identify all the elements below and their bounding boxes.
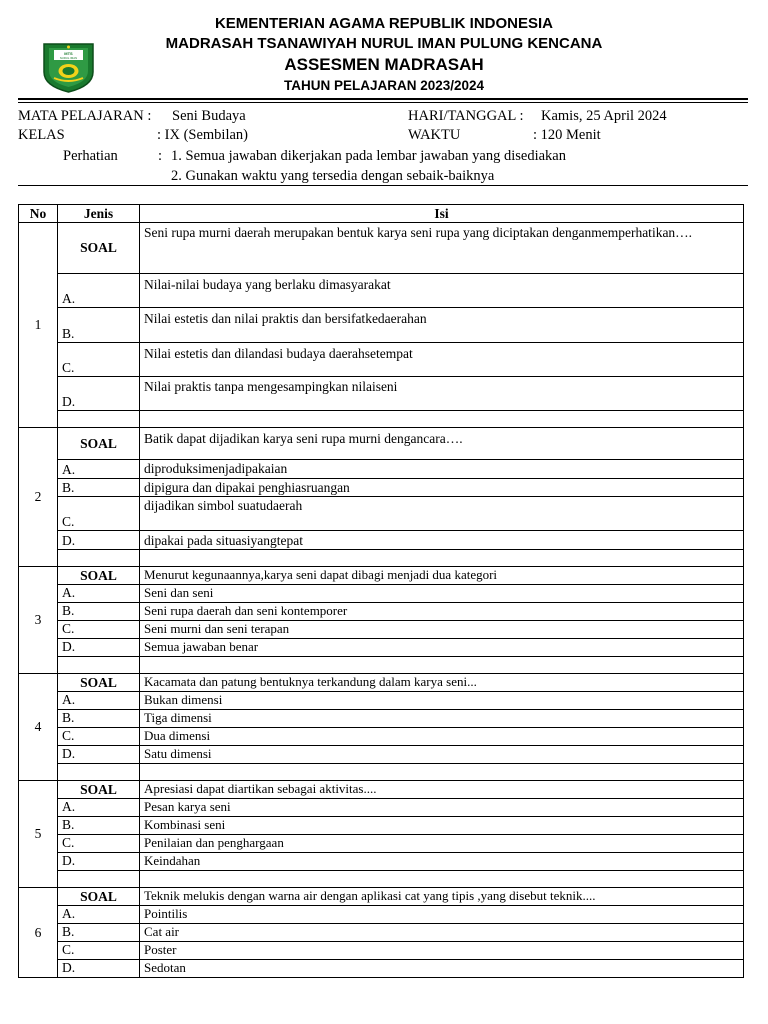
time-value: : 120 Menit bbox=[533, 127, 601, 143]
option-letter-d: D. bbox=[58, 531, 140, 550]
option-row bbox=[19, 274, 744, 308]
option-row bbox=[19, 460, 744, 479]
option-letter-a: A. bbox=[58, 906, 140, 924]
option-text: Pesan karya seni bbox=[140, 799, 744, 817]
option-letter-c: C. bbox=[58, 942, 140, 960]
question-number: 2 bbox=[19, 428, 58, 567]
question-number: 6 bbox=[19, 888, 58, 978]
option-letter-a: A. bbox=[58, 799, 140, 817]
option-text: Cat air bbox=[140, 924, 744, 942]
question-row bbox=[19, 674, 744, 692]
subject-value: Seni Budaya bbox=[172, 108, 246, 124]
soal-label: SOAL bbox=[58, 888, 140, 906]
academic-year: TAHUN PELAJARAN 2023/2024 bbox=[283, 78, 485, 93]
option-text: Satu dimensi bbox=[140, 746, 744, 764]
question-number: 1 bbox=[19, 223, 58, 428]
soal-label: SOAL bbox=[58, 781, 140, 799]
option-text: dipakai pada situasiyangtepat bbox=[140, 531, 744, 550]
option-text: dipigura dan dipakai penghiasruangan bbox=[140, 479, 744, 497]
option-text: Poster bbox=[140, 942, 744, 960]
question-text: Teknik melukis dengan warna air dengan aplikasi cat yang tipis ,yang disebut teknik.... bbox=[140, 888, 744, 906]
option-text: Nilai praktis tanpa mengesampingkan nilaiseni bbox=[140, 377, 744, 411]
header-jenis: Jenis bbox=[58, 205, 140, 223]
question-number: 5 bbox=[19, 781, 58, 888]
option-row bbox=[19, 692, 744, 710]
option-row bbox=[19, 585, 744, 603]
option-letter-c: C. bbox=[58, 497, 140, 531]
option-text: dijadikan simbol suatudaerah bbox=[140, 497, 744, 531]
question-number: 3 bbox=[19, 567, 58, 674]
header-no: No bbox=[19, 205, 58, 223]
option-text: Kombinasi seni bbox=[140, 817, 744, 835]
option-row bbox=[19, 835, 744, 853]
soal-label: SOAL bbox=[58, 567, 140, 585]
school-name: MADRASAH TSANAWIYAH NURUL IMAN PULUNG KENCANA bbox=[165, 35, 603, 52]
header-divider-thick bbox=[18, 98, 748, 100]
option-letter-b: B. bbox=[58, 479, 140, 497]
document-header bbox=[0, 0, 768, 102]
option-letter-d: D. bbox=[58, 377, 140, 411]
option-row bbox=[19, 479, 744, 497]
header-isi: Isi bbox=[140, 205, 744, 223]
option-text: Keindahan bbox=[140, 853, 744, 871]
notice-label: Perhatian bbox=[63, 148, 118, 164]
subject-label: MATA PELAJARAN : bbox=[18, 108, 152, 124]
spacer-row bbox=[19, 657, 744, 674]
header-divider-thin bbox=[18, 102, 748, 103]
option-text: Seni murni dan seni terapan bbox=[140, 621, 744, 639]
option-letter-b: B. bbox=[58, 308, 140, 343]
table-header-row bbox=[19, 205, 744, 223]
notice-item-1: 1. Semua jawaban dikerjakan pada lembar jawaban yang disediakan bbox=[171, 148, 566, 164]
logo-text-2: NURUL IMAN bbox=[59, 56, 78, 60]
option-row bbox=[19, 710, 744, 728]
soal-label: SOAL bbox=[58, 223, 140, 274]
option-row bbox=[19, 621, 744, 639]
option-row bbox=[19, 942, 744, 960]
question-row bbox=[19, 888, 744, 906]
option-text: Seni rupa daerah dan seni kontemporer bbox=[140, 603, 744, 621]
question-number: 4 bbox=[19, 674, 58, 781]
option-letter-a: A. bbox=[58, 460, 140, 479]
option-row bbox=[19, 960, 744, 978]
question-table bbox=[18, 204, 744, 978]
option-text: Nilai estetis dan dilandasi budaya daerahsetempat bbox=[140, 343, 744, 377]
question-row bbox=[19, 567, 744, 585]
option-letter-d: D. bbox=[58, 960, 140, 978]
option-letter-d: D. bbox=[58, 746, 140, 764]
option-letter-b: B. bbox=[58, 710, 140, 728]
option-row bbox=[19, 639, 744, 657]
option-row bbox=[19, 377, 744, 411]
option-text: Semua jawaban benar bbox=[140, 639, 744, 657]
option-row bbox=[19, 497, 744, 531]
date-label: HARI/TANGGAL : bbox=[408, 108, 524, 124]
option-text: Dua dimensi bbox=[140, 728, 744, 746]
question-text: Menurut kegunaannya,karya seni dapat dibagi menjadi dua kategori bbox=[140, 567, 744, 585]
option-letter-a: A. bbox=[58, 274, 140, 308]
option-letter-b: B. bbox=[58, 924, 140, 942]
option-letter-c: C. bbox=[58, 835, 140, 853]
option-letter-c: C. bbox=[58, 728, 140, 746]
class-value: : IX (Sembilan) bbox=[157, 127, 249, 143]
ministry-title: KEMENTERIAN AGAMA REPUBLIK INDONESIA bbox=[214, 15, 554, 32]
soal-label: SOAL bbox=[58, 428, 140, 460]
meta-divider bbox=[18, 185, 748, 186]
question-row bbox=[19, 223, 744, 274]
option-text: Pointilis bbox=[140, 906, 744, 924]
spacer-row bbox=[19, 871, 744, 888]
option-row bbox=[19, 817, 744, 835]
option-text: Seni dan seni bbox=[140, 585, 744, 603]
notice-colon: : bbox=[158, 148, 163, 164]
option-row bbox=[19, 799, 744, 817]
option-letter-d: D. bbox=[58, 639, 140, 657]
time-label: WAKTU bbox=[408, 127, 461, 143]
question-text: Seni rupa murni daerah merupakan bentuk karya seni rupa yang diciptakan denganmemperhatikan…. bbox=[140, 223, 744, 274]
option-letter-d: D. bbox=[58, 853, 140, 871]
option-letter-c: C. bbox=[58, 621, 140, 639]
question-text: Apresiasi dapat diartikan sebagai aktivitas.... bbox=[140, 781, 744, 799]
question-text: Kacamata dan patung bentuknya terkandung dalam karya seni... bbox=[140, 674, 744, 692]
question-row bbox=[19, 428, 744, 460]
option-row bbox=[19, 603, 744, 621]
option-letter-c: C. bbox=[58, 343, 140, 377]
option-row bbox=[19, 728, 744, 746]
question-row bbox=[19, 781, 744, 799]
exam-title: ASSESMEN MADRASAH bbox=[284, 55, 484, 74]
option-text: Nilai estetis dan nilai praktis dan bersifatkedaerahan bbox=[140, 308, 744, 343]
option-row bbox=[19, 853, 744, 871]
option-row bbox=[19, 906, 744, 924]
option-row bbox=[19, 746, 744, 764]
option-row bbox=[19, 343, 744, 377]
spacer-row bbox=[19, 764, 744, 781]
option-text: Penilaian dan penghargaan bbox=[140, 835, 744, 853]
option-row bbox=[19, 308, 744, 343]
option-text: diproduksimenjadipakaian bbox=[140, 460, 744, 479]
option-text: Nilai-nilai budaya yang berlaku dimasyarakat bbox=[140, 274, 744, 308]
notice-item-2: 2. Gunakan waktu yang tersedia dengan sebaik-baiknya bbox=[171, 168, 495, 184]
class-label: KELAS bbox=[18, 127, 65, 143]
option-letter-b: B. bbox=[58, 603, 140, 621]
option-letter-a: A. bbox=[58, 692, 140, 710]
option-row bbox=[19, 531, 744, 550]
spacer-row bbox=[19, 550, 744, 567]
date-value: Kamis, 25 April 2024 bbox=[541, 108, 667, 124]
logo-text-1: MTS bbox=[64, 51, 73, 56]
option-text: Sedotan bbox=[140, 960, 744, 978]
question-text: Batik dapat dijadikan karya seni rupa murni dengancara…. bbox=[140, 428, 744, 460]
option-text: Tiga dimensi bbox=[140, 710, 744, 728]
option-letter-a: A. bbox=[58, 585, 140, 603]
spacer-row bbox=[19, 411, 744, 428]
option-row bbox=[19, 924, 744, 942]
option-text: Bukan dimensi bbox=[140, 692, 744, 710]
soal-label: SOAL bbox=[58, 674, 140, 692]
option-letter-b: B. bbox=[58, 817, 140, 835]
